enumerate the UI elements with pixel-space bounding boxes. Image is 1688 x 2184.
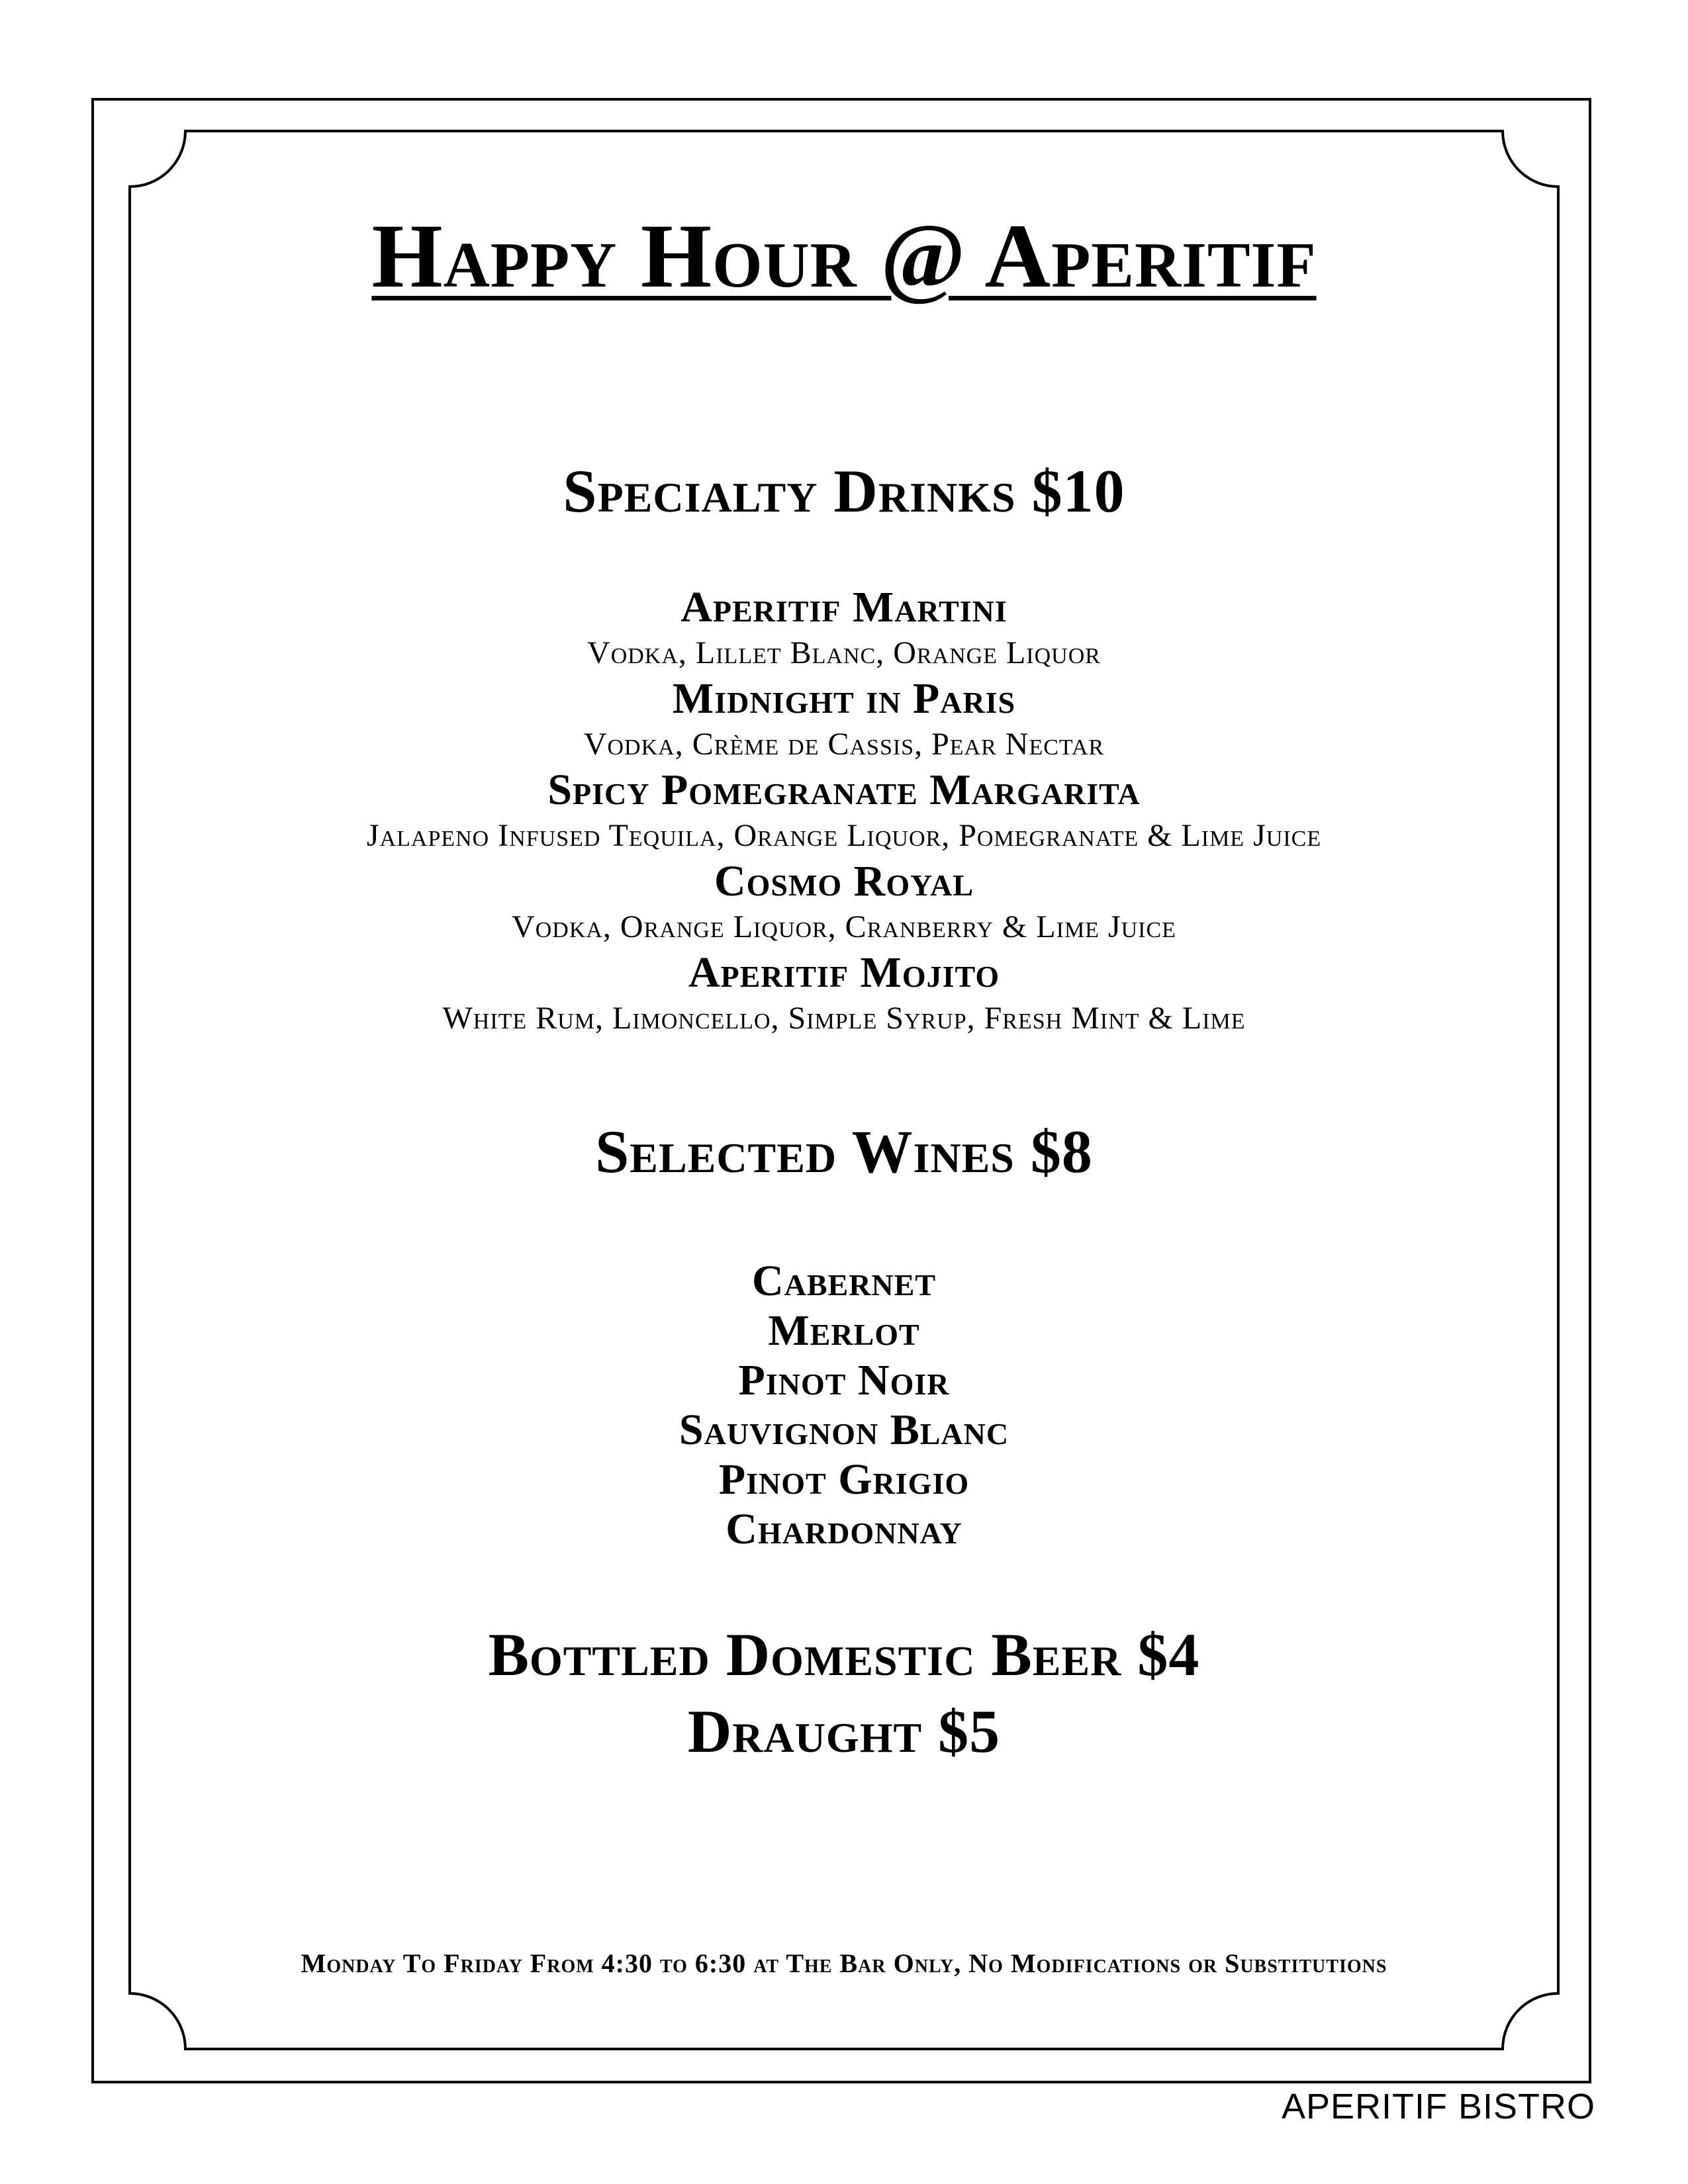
wine-item: Sauvignon Blanc [679,1406,1009,1454]
selected-wines-heading: Selected Wines $8 [595,1118,1093,1185]
wine-item: Pinot Grigio [718,1455,970,1504]
specialty-drinks-heading: Specialty Drinks $10 [563,457,1125,525]
drink-description: Jalapeno Infused Tequila, Orange Liquor, Pomegranate & Lime Juice [366,818,1322,853]
wine-item: Chardonnay [726,1505,962,1553]
drink-item [0,675,1688,766]
bottled-beer-line: Bottled Domestic Beer $4 [488,1621,1200,1688]
drink-item [0,584,1688,675]
drink-name: Midnight in Paris [672,674,1016,723]
menu-title-text: Happy Hour @ Aperitif [371,205,1317,306]
drink-description: Vodka, Lillet Blanc, Orange Liquor [587,635,1101,670]
drink-name: Aperitif Mojito [688,948,1000,997]
drink-description: Vodka, Crème de Cassis, Pear Nectar [583,727,1105,762]
drink-item [0,949,1688,1040]
specialty-drinks-list [0,584,1688,1040]
wine-item: Merlot [768,1306,920,1355]
drink-name: Spicy Pomegranate Margarita [547,766,1141,814]
wine-item: Cabernet [751,1257,937,1305]
menu-title [0,206,1688,306]
drink-name: Aperitif Martini [680,583,1008,631]
drink-item [0,858,1688,949]
bistro-name: APERITIF BISTRO [1281,2087,1595,2126]
drink-description: White Rum, Limoncello, Simple Syrup, Fresh Mint & Lime [442,1001,1246,1036]
drink-item [0,766,1688,858]
drink-name: Cosmo Royal [714,857,974,905]
wine-list [0,1256,1688,1554]
wine-item: Pinot Noir [738,1356,950,1404]
happy-hour-terms: Monday To Friday From 4:30 to 6:30 at The Bar Only, No Modifications or Substitutions [301,1948,1387,1978]
draught-beer-line: Draught $5 [687,1698,1001,1765]
drink-description: Vodka, Orange Liquor, Cranberry & Lime Juice [512,909,1176,944]
